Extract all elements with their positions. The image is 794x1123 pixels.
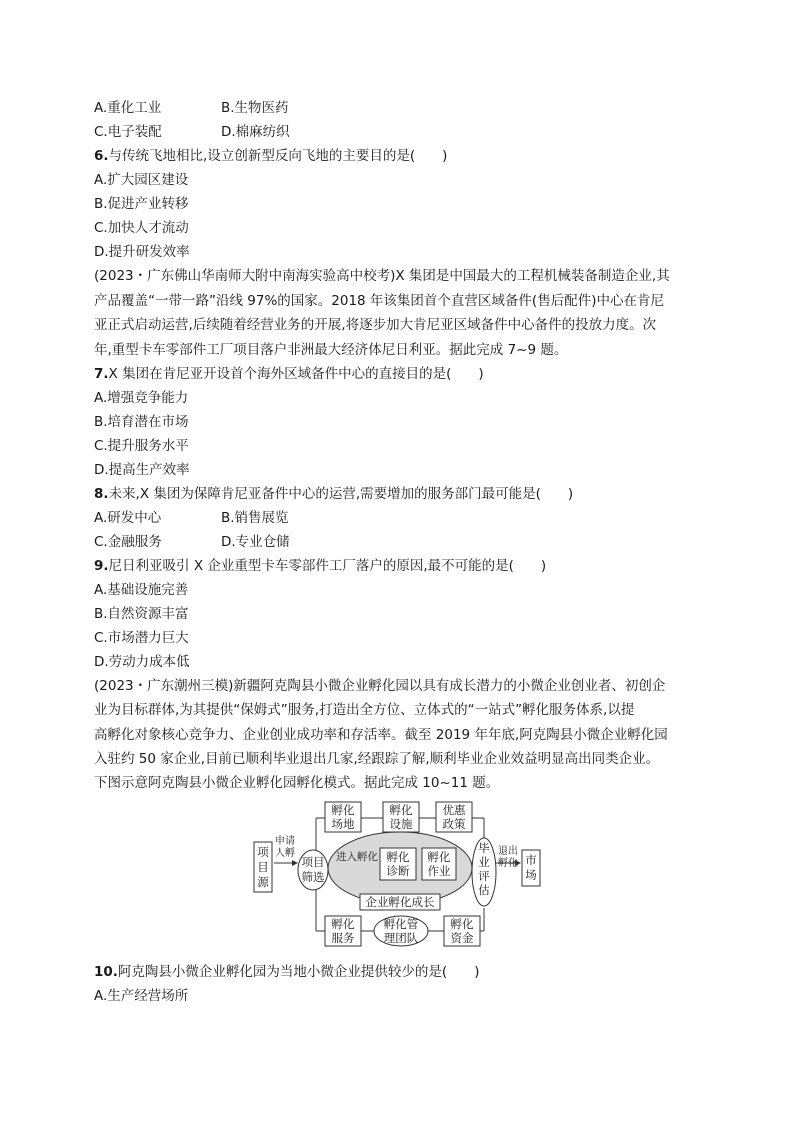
box-preferential-policy bbox=[436, 802, 472, 832]
passage-line: 高孵化对象核心竞争力、企业创业成功率和存活率。截至 2019 年年底,阿克陶县小微企业孵化园 bbox=[94, 727, 668, 743]
option-c: C.提升服务水平 bbox=[94, 438, 189, 454]
question-number: 9. bbox=[94, 558, 109, 574]
exit-incubation-label: 退出 bbox=[498, 846, 518, 857]
option-row bbox=[94, 533, 290, 551]
option-d: D.提高生产效率 bbox=[94, 462, 190, 478]
option-c: C.电子装配 bbox=[94, 124, 162, 140]
option-row bbox=[94, 99, 289, 117]
question-8 bbox=[94, 485, 573, 503]
question-number: 6. bbox=[94, 148, 109, 164]
ellipse-label: 理团队 bbox=[383, 931, 419, 945]
box-incubation-operation bbox=[422, 848, 456, 880]
option-a: A.生产经营场所 bbox=[94, 988, 189, 1004]
option-b: B.生物医药 bbox=[221, 100, 289, 116]
option-d: D.提升研发效率 bbox=[94, 244, 190, 260]
option-d: D.劳动力成本低 bbox=[94, 654, 190, 670]
box-label: 孵化 bbox=[386, 850, 410, 864]
passage-text: X 集团是中国最大的工程机械装备制造企业,其 bbox=[395, 268, 670, 284]
option-row bbox=[94, 509, 289, 527]
box-label: 企业孵化成长 bbox=[365, 895, 435, 909]
ellipse-label: 业 bbox=[478, 855, 490, 869]
box-label: 市 bbox=[525, 853, 537, 867]
box-label: 设施 bbox=[389, 817, 413, 831]
source-char: 源 bbox=[257, 875, 269, 889]
box-label: 资金 bbox=[450, 931, 474, 945]
option-d: D.专业仓储 bbox=[221, 534, 290, 550]
option-b: B.销售展览 bbox=[221, 510, 289, 526]
incubation-model-diagram bbox=[250, 798, 550, 950]
option-c: C.金融服务 bbox=[94, 534, 162, 550]
box-label: 孵化 bbox=[331, 803, 355, 817]
box-label: 作业 bbox=[427, 864, 451, 878]
source-char: 目 bbox=[257, 860, 269, 874]
box-incubation-facilities bbox=[383, 802, 419, 832]
question-7 bbox=[94, 365, 484, 383]
passage-line: 产品覆盖“一带一路”沿线 97%的国家。2018 年该集团首个直营区域备件(售后配件)中心在肯尼 bbox=[94, 293, 664, 309]
box-incubation-site bbox=[325, 802, 361, 832]
apply-label: 申请 bbox=[275, 836, 295, 847]
option-b: B.自然资源丰富 bbox=[94, 606, 189, 622]
box-label: 场地 bbox=[331, 817, 355, 831]
ellipse-label: 评 bbox=[478, 869, 490, 883]
passage-source: (2023・广东佛山华南师大附中南海实验高中校考) bbox=[94, 268, 396, 284]
passage-line: 业为目标群体,为其提供“保姆式”服务,打造出全方位、立体式的“一站式”孵化服务体系,以提 bbox=[94, 702, 635, 718]
option-a: A.基础设施完善 bbox=[94, 582, 189, 598]
box-incubation-service bbox=[325, 916, 361, 946]
option-c: C.市场潜力巨大 bbox=[94, 630, 189, 646]
box-label: 优惠 bbox=[442, 803, 466, 817]
source-char: 项 bbox=[257, 845, 269, 859]
option-row bbox=[94, 123, 290, 141]
question-stem: X 集团在肯尼亚开设首个海外区域备件中心的直接目的是( ) bbox=[108, 366, 484, 382]
box-label: 服务 bbox=[331, 931, 355, 945]
box-label: 孵化 bbox=[450, 917, 474, 931]
question-stem: 尼日利亚吸引 X 企业重型卡车零部件工厂落户的原因,最不可能的是( ) bbox=[108, 558, 547, 574]
project-source-box bbox=[254, 842, 272, 892]
passage-line: 下图示意阿克陶县小微企业孵化园孵化模式。据此完成 10~11 题。 bbox=[94, 775, 500, 791]
passage-line: 入驻约 50 家企业,目前已顺利毕业退出几家,经跟踪了解,顺利毕业企业效益明显高出同类企业。 bbox=[94, 751, 660, 767]
option-a: A.扩大园区建设 bbox=[94, 172, 189, 188]
ellipse-label: 估 bbox=[478, 883, 490, 897]
graduation-evaluation-ellipse bbox=[472, 838, 496, 906]
option-a: A.增强竞争能力 bbox=[94, 390, 189, 406]
option-b: B.培育潜在市场 bbox=[94, 414, 189, 430]
box-enterprise-growth bbox=[360, 894, 440, 910]
question-6 bbox=[94, 147, 447, 165]
box-incubation-diagnosis bbox=[380, 848, 416, 880]
screening-label: 筛选 bbox=[301, 870, 325, 884]
box-label: 孵化 bbox=[331, 917, 355, 931]
question-stem: 未来,X 集团为保障肯尼亚备件中心的运营,需要增加的服务部门最可能是( ) bbox=[108, 486, 574, 502]
question-9 bbox=[94, 557, 546, 575]
box-incubation-funds bbox=[444, 916, 480, 946]
question-number: 10. bbox=[94, 964, 118, 980]
option-d: D.棉麻纺织 bbox=[221, 124, 290, 140]
option-a: A.研发中心 bbox=[94, 510, 162, 526]
ellipse-label: 毕 bbox=[478, 841, 490, 855]
passage-line: 亚正式启动运营,后续随着经营业务的开展,将逐步加大肯尼亚区域备件中心备件的投放力度。次 bbox=[94, 317, 657, 333]
passage-line bbox=[94, 677, 665, 695]
box-label: 场 bbox=[525, 868, 537, 882]
box-label: 孵化 bbox=[389, 803, 413, 817]
enter-incubation-label: 进入孵化 bbox=[336, 851, 378, 863]
passage-line: 年,重型卡车零部件工厂项目落户非洲最大经济体尼日利亚。据此完成 7~9 题。 bbox=[94, 342, 568, 358]
box-label: 政策 bbox=[442, 817, 466, 831]
passage-line bbox=[94, 267, 670, 285]
passage-source: (2023・广东潮州三模) bbox=[94, 678, 234, 694]
box-label: 诊断 bbox=[386, 864, 410, 878]
box-label: 孵化 bbox=[427, 850, 451, 864]
option-b: B.促进产业转移 bbox=[94, 196, 189, 212]
question-stem: 与传统飞地相比,设立创新型反向飞地的主要目的是( ) bbox=[108, 148, 448, 164]
apply-label: 人孵 bbox=[275, 848, 295, 859]
ellipse-label: 孵化管 bbox=[383, 917, 419, 931]
market-box bbox=[522, 850, 540, 886]
exit-incubation-label: 孵化 bbox=[498, 858, 518, 869]
passage-text: 新疆阿克陶县小微企业孵化园以具有成长潜力的小微企业创业者、初创企 bbox=[233, 678, 666, 694]
question-number: 8. bbox=[94, 486, 109, 502]
question-10 bbox=[94, 963, 479, 981]
option-c: C.加快人才流动 bbox=[94, 220, 189, 236]
incubation-management-team-ellipse bbox=[374, 916, 428, 946]
screening-label: 项目 bbox=[301, 855, 325, 869]
question-number: 7. bbox=[94, 366, 109, 382]
project-screening-ellipse bbox=[298, 850, 328, 890]
question-stem: 阿克陶县小微企业孵化园为当地小微企业提供较少的是( ) bbox=[117, 964, 480, 980]
option-a: A.重化工业 bbox=[94, 100, 162, 116]
